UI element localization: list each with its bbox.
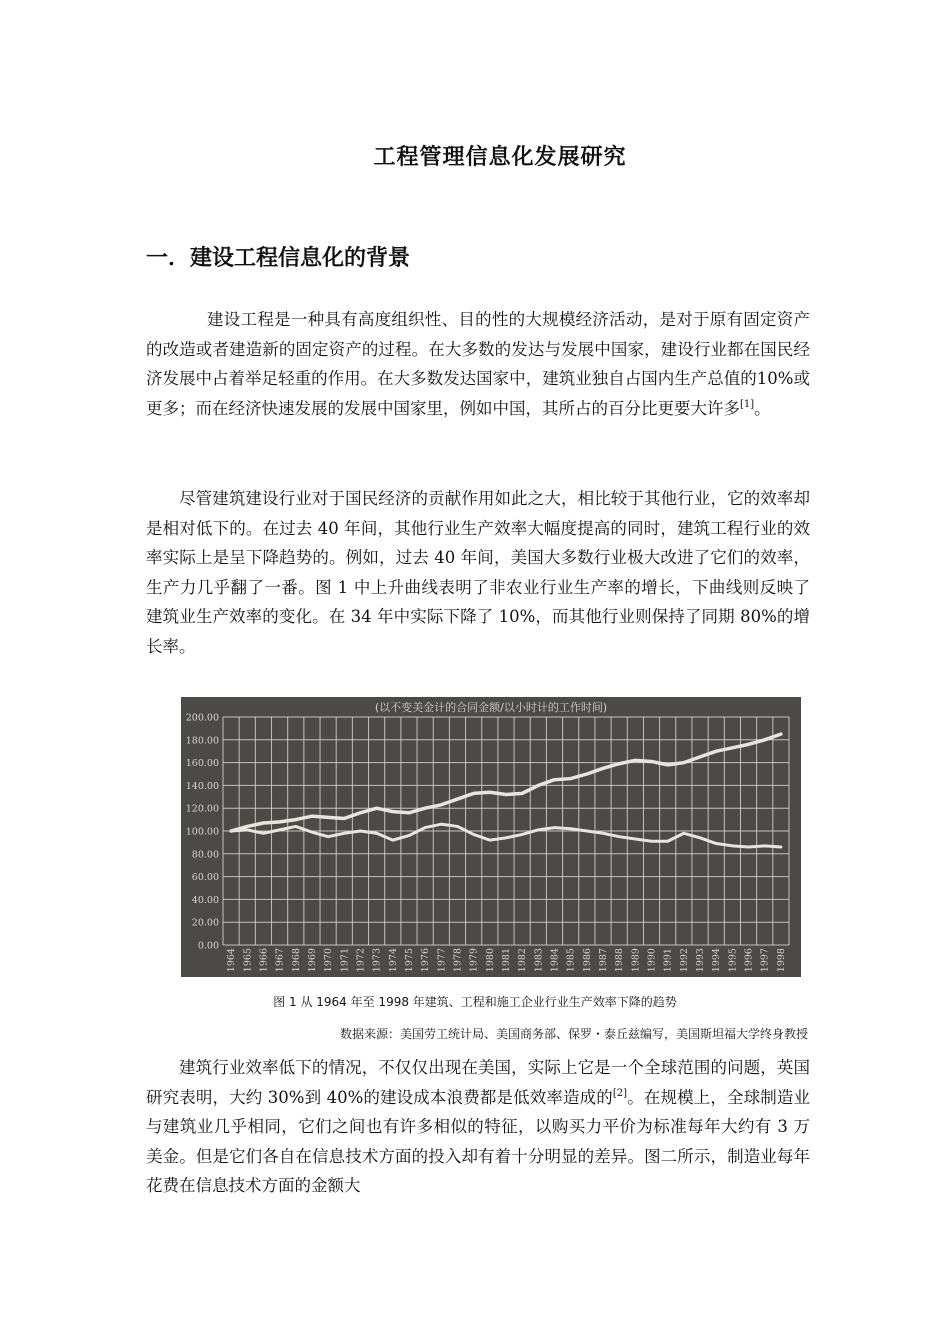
x-tick-label: 1982 [517,948,529,973]
paragraph-3 [146,1053,810,1201]
x-tick-label: 1987 [598,948,610,973]
paragraph-3-text-2: 。在规模上，全球制造业与建筑业几乎相同，它们之间也有许多相似的特征，以购买力平价为标准每年大约有 3 万美金。但是它们各自在信息技术方面的投入却有着十分明显的差异。图二所示，制造业每年花费在信息技术方面的金额大 [146,1087,811,1195]
x-tick-label: 1979 [468,948,480,973]
x-tick-label: 1972 [355,948,367,973]
y-tick-label: 0.00 [197,940,219,952]
paragraph-1-text: 建设工程是一种具有高度组织性、目的性的大规模经济活动，是对于原有固定资产的改造或者建造新的固定资产的过程。在大多数的发达与发展中国家，建设行业都在国民经济发展中占着举足轻重的作用。在大多数发达国家中，建筑业独自占国内生产总值的10%或更多；而在经济快速发展的发展中国家里，例如中国，其所占的百分比更要大许多 [146,310,810,418]
x-tick-label: 1977 [436,948,448,973]
reference-2[interactable]: [2] [612,1087,628,1099]
x-tick-label: 1966 [258,948,270,973]
x-tick-label: 1971 [339,948,351,973]
figure-caption: 图 1 从 1964 年至 1998 年建筑、工程和施工企业行业生产效率下降的趋势 [273,995,677,1009]
x-tick-label: 1992 [678,948,690,973]
x-tick-label: 1975 [403,948,415,973]
figure-source: 数据来源：美国劳工统计局、美国商务部、保罗・泰丘兹编写，美国斯坦福大学终身教授 [339,1027,808,1041]
x-tick-label: 1994 [711,948,723,973]
y-tick-label: 140.00 [185,780,219,792]
y-tick-label: 120.00 [185,803,219,815]
x-tick-label: 1978 [452,948,464,973]
x-tick-label: 1983 [533,948,545,973]
section-heading-background: 一．建设工程信息化的背景 [146,246,411,271]
paragraph-2: 尽管建筑建设行业对于国民经济的贡献作用如此之大，相比较于其他行业，它的效率却是相对低下的。在过去 40 年间，其他行业生产效率大幅度提高的同时，建筑工程行业的效率实际上是呈下降趋势的。例如，过去 40 年间，美国大多数行业极大改进了它们的效率，生产力几乎翻了一番。图 1 中上升曲线表明了非农业行业生产率的增长，下曲线则反映了建筑业生产效率的变化。在 34 年中实际下降了 10%，而其他行业则保持了同期 80%的增长率。 [146,489,810,656]
x-tick-label: 1968 [290,948,302,973]
x-tick-label: 1980 [484,948,496,973]
y-tick-label: 180.00 [185,735,219,747]
x-tick-label: 1988 [614,948,626,973]
x-tick-label: 1981 [501,948,512,973]
x-tick-label: 1970 [323,948,335,973]
y-tick-label: 60.00 [191,872,219,884]
page-title: 工程管理信息化发展研究 [373,145,627,170]
x-tick-label: 1969 [306,948,318,973]
y-tick-label: 40.00 [191,894,219,906]
x-tick-label: 1993 [695,948,707,973]
y-tick-label: 160.00 [185,758,219,770]
x-tick-label: 1986 [581,948,593,973]
x-tick-label: 1990 [646,948,658,973]
x-tick-label: 1974 [387,948,399,973]
x-tick-label: 1995 [727,948,739,973]
paragraph-1 [146,305,810,423]
x-tick-label: 1991 [662,948,674,973]
x-tick-label: 1964 [226,948,238,973]
x-tick-label: 1965 [242,948,254,973]
y-tick-label: 80.00 [191,849,219,861]
x-tick-label: 1967 [274,948,286,973]
x-tick-label: 1973 [371,948,383,973]
figure-1 [181,697,801,977]
chart-title: (以不变美金计的合同金额/以小时计的工作时间) [374,701,608,714]
x-tick-label: 1984 [549,948,561,973]
x-tick-label: 1997 [759,948,771,973]
reference-1[interactable]: [1] [740,398,755,410]
productivity-line-chart [181,697,801,977]
x-tick-label: 1976 [420,948,432,973]
paragraph-3-text-1: 建筑行业效率低下的情况，不仅仅出现在美国，实际上它是一个全球范围的问题，英国研究表明，大约 30%到 40%的建设成本浪费都是低效率造成的 [146,1058,810,1107]
x-tick-label: 1985 [565,948,577,973]
y-tick-label: 100.00 [185,826,219,838]
x-tick-label: 1998 [775,948,787,973]
paragraph-1-end: 。 [754,398,771,418]
x-tick-label: 1996 [743,948,755,973]
y-tick-label: 200.00 [185,712,219,724]
y-tick-label: 20.00 [191,917,219,929]
x-tick-label: 1989 [630,948,642,973]
